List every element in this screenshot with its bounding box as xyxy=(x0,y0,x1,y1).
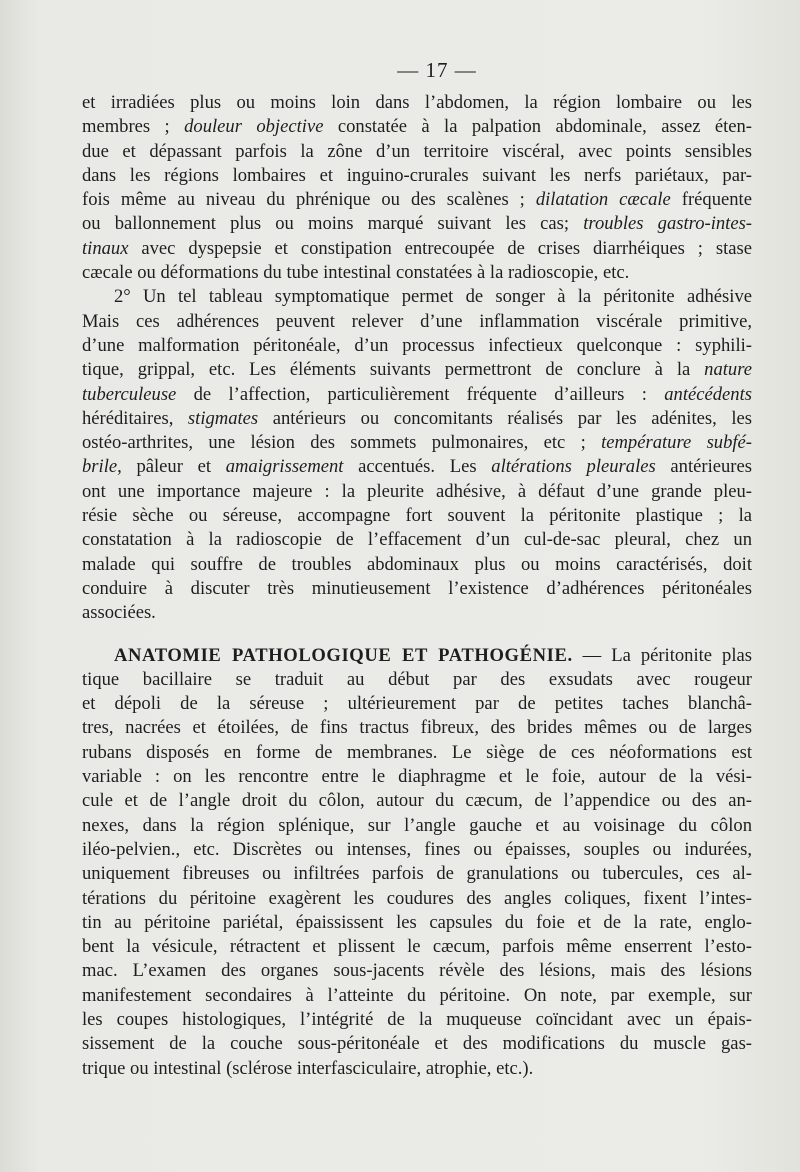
text-line: due et dépassant parfois la zône d’un territoire viscéral, avec points sensibles xyxy=(82,140,752,162)
text-line: tin au péritoine pariétal, épaississent les capsules du foie et de la rate, englo- xyxy=(82,911,752,933)
text-line: rubans disposés en forme de membranes. Le siège de ces néoformations est xyxy=(82,741,752,763)
text-line: ANATOMIE PATHOLOGIQUE ET PATHOGÉNIE. — La péritonite plas xyxy=(114,644,752,666)
text-line: dans les régions lombaires et inguino-crurales suivant les nerfs pariétaux, par- xyxy=(82,164,752,186)
italic-term: douleur objective xyxy=(184,116,324,138)
text-line: héréditaires, stigmates antérieurs ou concomitants réalisés par les adénites, les xyxy=(82,407,752,429)
text-line: ostéo-arthrites, une lésion des sommets pulmonaires, etc ; température subfé- xyxy=(82,432,753,454)
paragraph-symptoms xyxy=(82,91,752,285)
text-line: trique ou intestinal (sclérose interfasciculaire, atrophie, etc.). xyxy=(82,1057,534,1079)
text-line: mac. L’examen des organes sous-jacents révèle des lésions, mais des lésions xyxy=(82,960,752,982)
section-heading: ANATOMIE PATHOLOGIQUE ET PATHOGÉNIE. xyxy=(114,644,573,666)
text-line: tinaux avec dyspepsie et constipation entrecoupée de crises diarrhéiques ; stase xyxy=(82,237,752,259)
paragraph-anatomy xyxy=(82,644,752,1081)
italic-term: amaigrissement xyxy=(225,456,344,478)
text-line: nexes, dans la région splénique, sur l’angle gauche et au voisinage du côlon xyxy=(82,814,752,836)
text-line: cule et de l’angle droit du côlon, autour du cæcum, de l’appendice ou des an- xyxy=(82,790,752,812)
text-line: tres, nacrées et étoilées, de fins tractus fibreux, des brides mêmes ou de larges xyxy=(82,717,752,739)
italic-term: troubles gastro-intes- xyxy=(583,213,752,235)
text-line: Mais ces adhérences peuvent relever d’une inflammation viscérale primitive, xyxy=(82,310,752,332)
text-line: térations du péritoine exagèrent les coudures des angles coliques, fixent l’intes- xyxy=(82,887,752,909)
text-line: manifestement secondaires à l’atteinte du péritoine. On note, par exemple, sur xyxy=(82,984,752,1006)
text-line: associées. xyxy=(82,602,156,624)
italic-term: altérations pleurales xyxy=(491,456,656,478)
text-line: ou ballonnement plus ou moins marqué suivant les cas; troubles gastro-intes- xyxy=(82,213,752,235)
italic-term: nature xyxy=(704,359,752,381)
text-line: tuberculeuse de l’affection, particulièrement fréquente d’ailleurs : antécédents xyxy=(82,383,752,405)
text-line: malade qui souffre de troubles abdominaux plus ou moins caractérisés, doit xyxy=(82,553,752,575)
text-line: 2° Un tel tableau symptomatique permet de songer à la péritonite adhésive xyxy=(114,286,752,308)
text-line: sissement de la couche sous-péritonéale et des modifications du muscle gas- xyxy=(82,1033,752,1055)
italic-term: tinaux xyxy=(82,237,129,259)
text-line: bent la vésicule, rétractent et plissent le cæcum, parfois même enserrent l’esto- xyxy=(82,936,752,958)
text-line: et irradiées plus ou moins loin dans l’abdomen, la région lombaire ou les xyxy=(82,92,752,113)
italic-term: dilatation cæcale xyxy=(535,189,671,211)
text-line: iléo-pelvien., etc. Discrètes ou intenses, fines ou épaisses, souples ou indurées, xyxy=(82,838,752,860)
text-line: brile, pâleur et amaigrissement accentués. Les altérations pleurales antérieures xyxy=(82,456,752,478)
text-line: ont une importance majeure : la pleurite adhésive, à défaut d’une grande pleu- xyxy=(82,480,752,502)
italic-term: tuberculeuse xyxy=(82,383,177,405)
text-line: membres ; douleur objective constatée à la palpation abdominale, assez éten- xyxy=(82,116,753,138)
page-number: — 17 — xyxy=(397,58,477,82)
text-line: tique, grippal, etc. Les éléments suivants permettront de conclure à la nature xyxy=(82,359,752,381)
italic-term: stigmates xyxy=(187,407,259,429)
text-line: d’une malformation péritonéale, d’un processus infectieux quelconque : syphili- xyxy=(82,334,752,356)
text-line: conduire à discuter très minutieusement l’existence d’adhérences péritonéales xyxy=(82,577,752,599)
italic-term: brile, xyxy=(82,456,122,478)
italic-term: antécédents xyxy=(664,383,752,405)
text-line: tique bacillaire se traduit au début par des exsudats avec rougeur xyxy=(82,668,752,690)
text-line: variable : on les rencontre entre le diaphragme et le foie, autour de la vési- xyxy=(82,766,752,788)
text-line: fois même au niveau du phrénique ou des scalènes ; dilatation cæcale fréquente xyxy=(82,189,752,211)
paragraph-diagnosis xyxy=(82,285,752,625)
text-line: les coupes histologiques, l’intégrité de la muqueuse coïncidant avec un épais- xyxy=(82,1008,752,1030)
text-line: et dépoli de la séreuse ; ultérieurement par de petites taches blanchâ- xyxy=(82,693,752,715)
section-spacer xyxy=(82,626,752,644)
text-line: cæcale ou déformations du tube intestinal constatées à la radioscopie, etc. xyxy=(82,262,630,284)
italic-term: température subfé- xyxy=(601,432,753,454)
text-line: uniquement fibreuses ou infiltrées parfois de granulations ou tubercules, ces al- xyxy=(82,863,752,885)
text-line: constatation à la radioscopie de l’effacement d’un cul-de-sac pleural, chez un xyxy=(82,529,752,551)
text-line: résie sèche ou séreuse, accompagne fort souvent la péritonite plastique ; la xyxy=(82,505,752,527)
